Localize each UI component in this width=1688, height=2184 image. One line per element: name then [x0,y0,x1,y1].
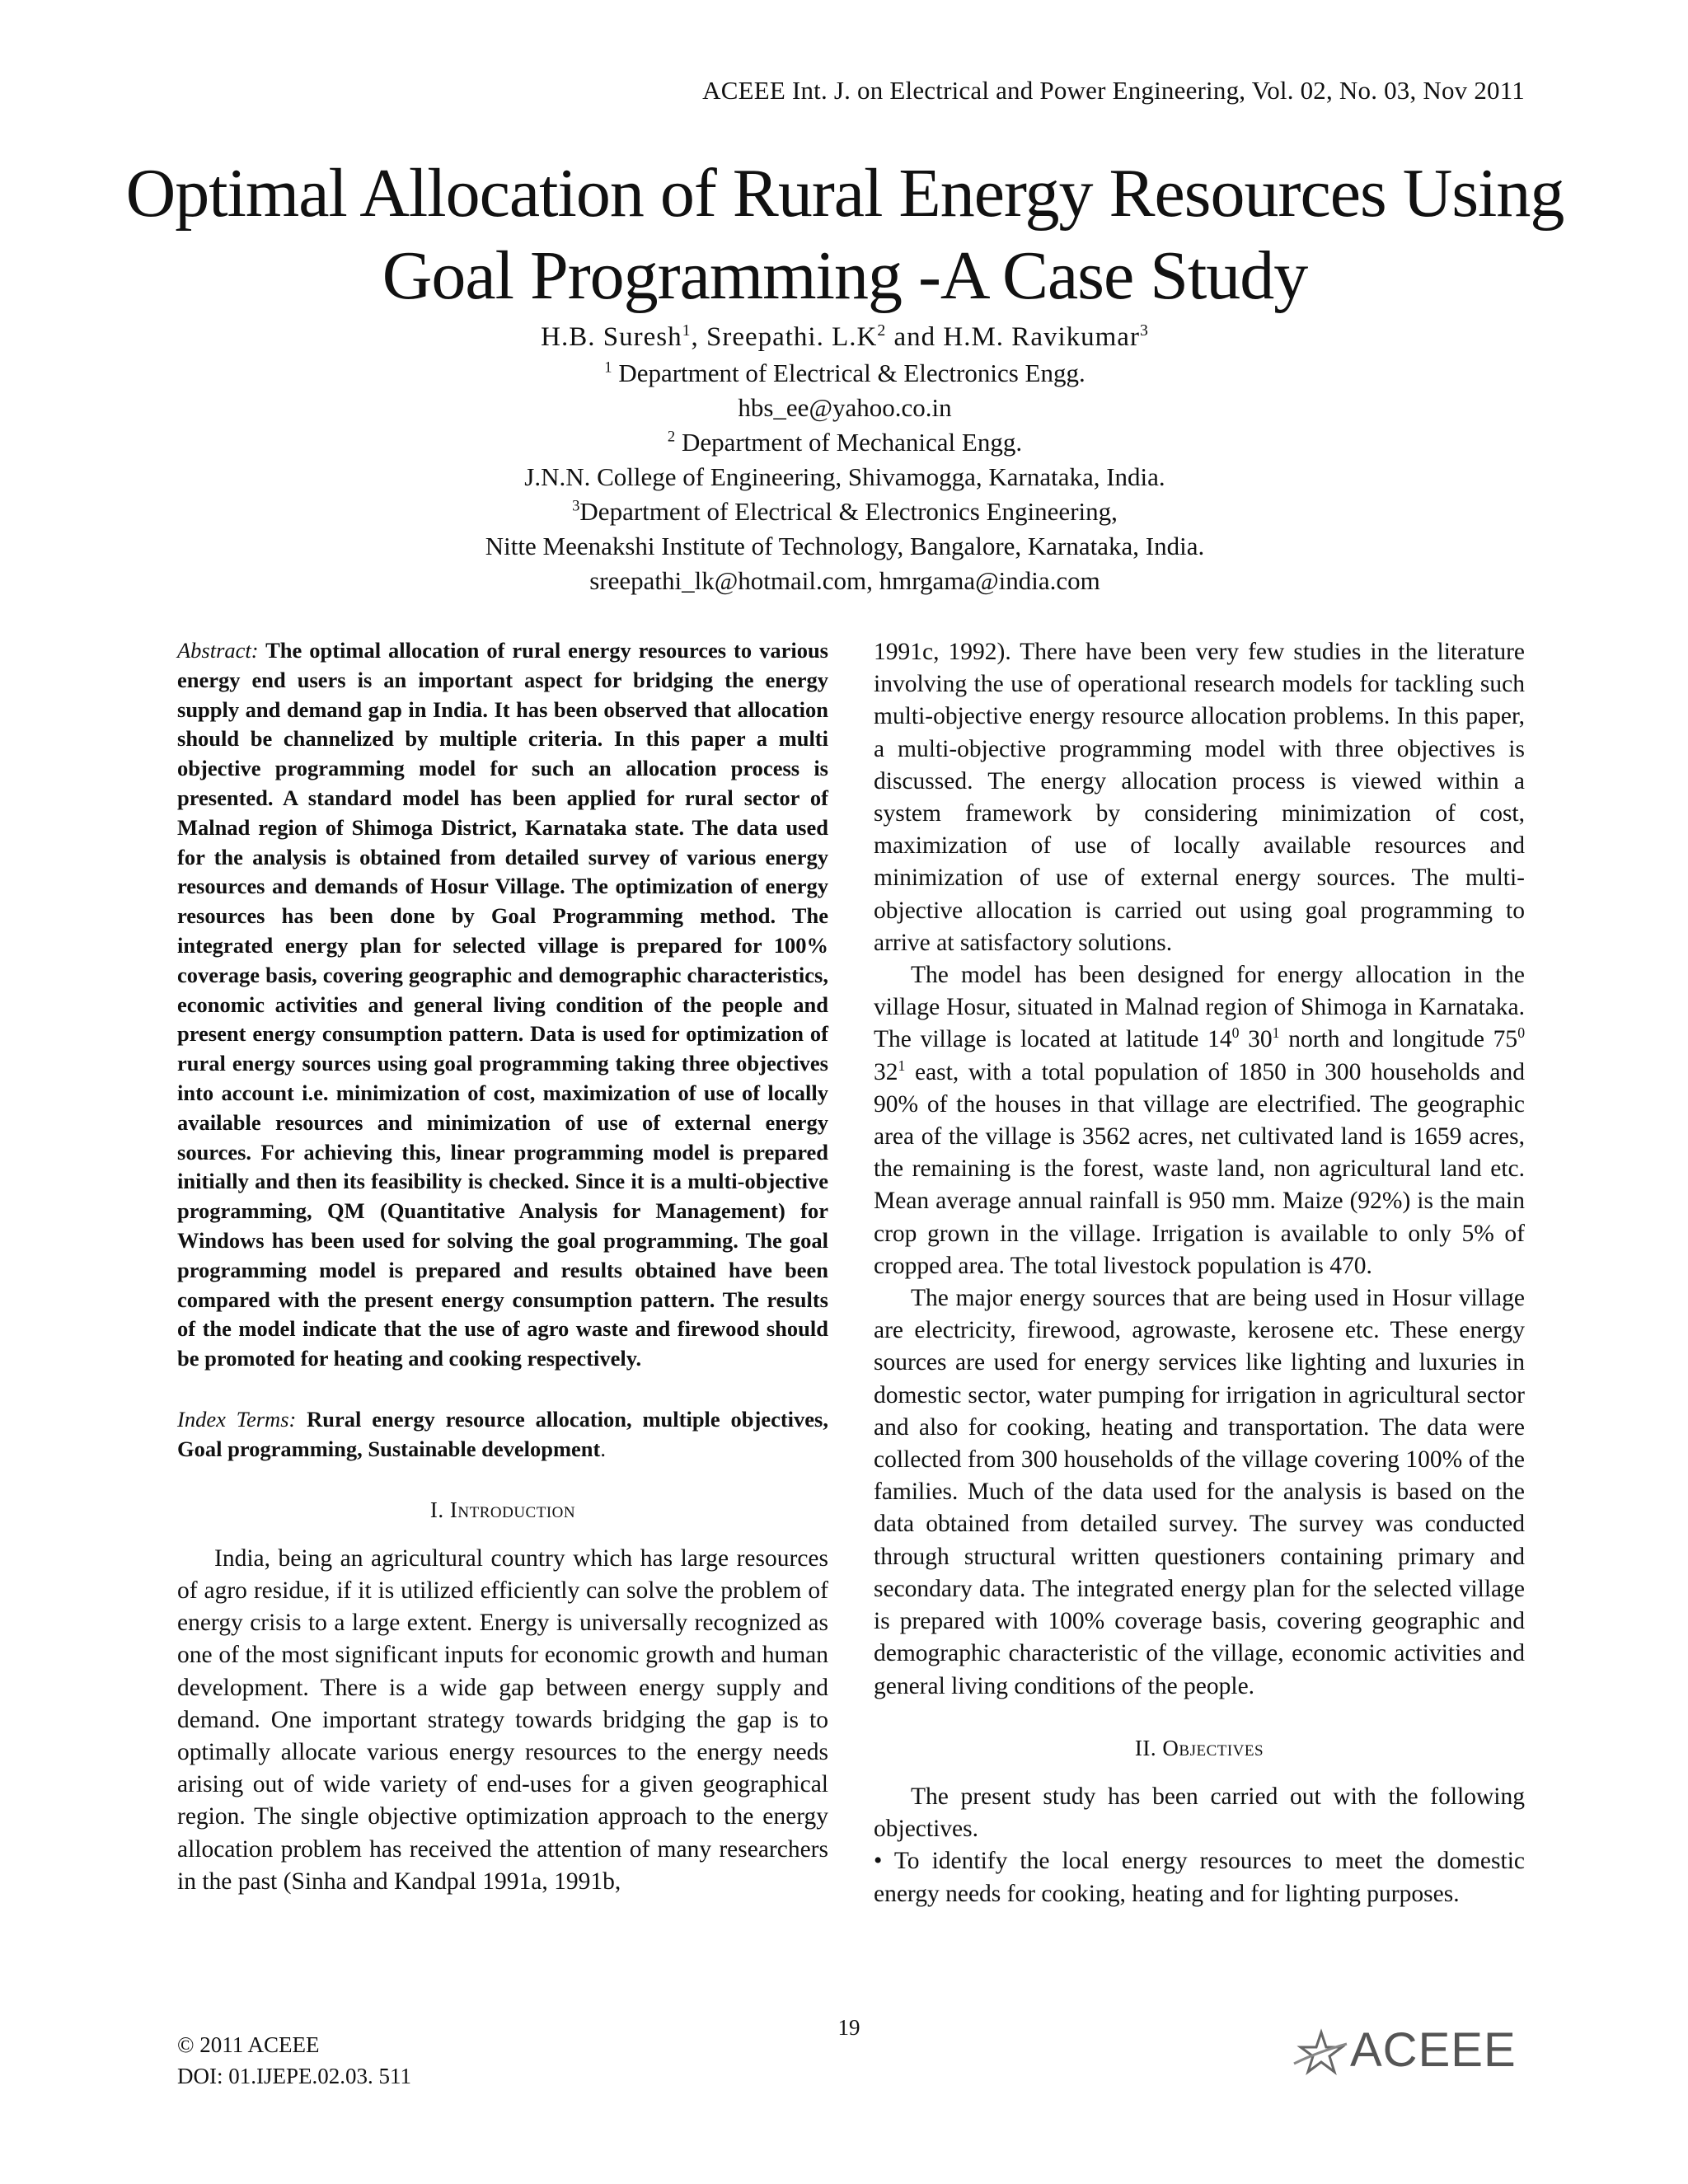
title-line-2: Goal Programming -A Case Study [382,237,1308,314]
index-terms [177,1405,828,1465]
affiliation-3-institution: Nitte Meenakshi Institute of Technology, Bangalore, Karnataka, India. [485,532,1205,560]
village-text-b: 30 [1239,1026,1273,1053]
affiliation-2-marker: 2 [667,428,676,446]
right-column [874,636,1525,1910]
affiliation-1 [124,356,1566,391]
affiliation-3 [124,494,1566,529]
paragraph-energy-sources: The major energy sources that are being used in Hosur village are electricity, firewood, agrowaste, kerosene etc. These energy sources are used for energy services like lighting and luxuries in domestic sector, water pumping for irrigation in agricultural sector and also for cooking, heating and transportation. The data were collected from 300 households of the village covering 100% of the families. Much of the data used for the analysis is based on the data obtained from detailed survey. The survey was conducted through structural written questioners containing primary and secondary data. The integrated energy plan for the selected village is prepared with 100% coverage basis, covering geographic and demographic characteristic of the village, economic activities and general living conditions of the people. [874,1285,1525,1699]
copyright: © 2011 ACEEE [177,2032,320,2057]
affiliation-3-marker: 3 [572,497,580,515]
section-2-numeral: II. [1134,1735,1163,1760]
objective-bullet-1 [874,1845,1525,1910]
degree-marker-2: 0 [1517,1024,1526,1042]
affiliation-2-text: Department of Mechanical Engg. [675,428,1023,457]
minute-marker-1: 1 [1272,1024,1280,1042]
village-text-d: 32 [874,1058,898,1085]
affiliation-2-institution: J.N.N. College of Engineering, Shivamogga, Karnataka, India. [524,462,1165,491]
author-block [124,320,1566,598]
email-1: hbs_ee@yahoo.co.in [738,393,952,422]
abstract [177,636,828,1374]
paragraph-objectives: The present study has been carried out with the following objectives. [874,1783,1525,1843]
author-names [124,320,1566,354]
journal-header: ACEEE Int. J. on Electrical and Power Engineering, Vol. 02, No. 03, Nov 2011 [702,76,1525,105]
degree-marker-1: 0 [1231,1024,1240,1042]
village-text-c: north and longitude 75 [1279,1026,1518,1053]
left-column [177,636,828,1898]
page-number: 19 [837,2015,860,2040]
objective-bullet-1-text: To identify the local energy resources to meet the domestic energy needs for cooking, heating and for lighting purposes. [874,1848,1525,1907]
section-2-title: Objectives [1162,1735,1264,1760]
paper-title [124,152,1566,317]
paragraph-village [874,959,1525,1282]
aceee-logo [1292,2023,1527,2077]
index-terms-period: . [600,1436,606,1461]
affiliation-2 [124,425,1566,460]
paragraph-continued: 1991c, 1992). There have been very few studies in the literature involving the use of operational research models for tackling such multi-objective energy resource allocation problems. In this paper, a multi-objective programming model with three objectives is discussed. The energy allocation process is viewed within a system framework by considering minimization of cost, maximization of use of locally available resources and minimization of use of external energy sources. The multi-objective allocation is carried out using goal programming to arrive at satisfactory solutions. [874,639,1525,956]
author-3: and H.M. Ravikumar [886,322,1140,352]
index-terms-text: Rural energy resource allocation, multiple objectives, Goal programming, Sustainable development [177,1406,828,1461]
index-terms-label: Index Terms: [177,1406,297,1432]
abstract-text: The optimal allocation of rural energy resources to various energy end users is an important aspect for bridging the energy supply and demand gap in India. It has been observed that allocation should be channelized by multiple criteria. In this paper a multi objective programming model for such an allocation process is presented. A standard model has been applied for rural sector of Malnad region of Shimoga District, Karnataka state. The data used for the analysis is obtained from detailed survey of various energy resources and demands of Hosur Village. The optimization of energy resources has been done by Goal Programming method. The integrated energy plan for selected village is prepared for 100% coverage basis, covering geographic and demographic characteristics, economic activities and general living condition of the people and present energy consumption pattern. Data is used for optimization of rural energy sources using goal programming taking three objectives into account i.e. minimization of cost, maximization of use of locally available resources and minimization of use of external energy sources. For achieving this, linear programming model is prepared initially and then its feasibility is checked. Since it is a multi-objective programming, QM (Quantitative Analysis for Management) for Windows has been used for solving the goal programming. The goal programming model is prepared and results obtained have been compared with the present energy consumption pattern. The results of the model indicate that the use of agro waste and firewood should be promoted for heating and cooking respectively. [177,638,828,1371]
logo-text: ACEEE [1350,2023,1517,2077]
author-2: , Sreepathi. L.K [691,322,878,352]
author-2-marker: 2 [877,321,887,340]
village-text-e: east, with a total population of 1850 in 300 households and 90% of the houses in that village are electrified. The geographic area of the village is 3562 acres, net cultivated land is 1659 acres, the remaining is the forest, waste land, non agricultural land etc. Mean average annual rainfall is 950 mm. Maize (92%) is the main crop grown in the village. Irrigation is available to only 5% of cropped area. The total livestock population is 470. [874,1058,1525,1279]
bullet-icon: • [874,1848,883,1875]
title-line-1: Optimal Allocation of Rural Energy Resources Using [125,155,1564,232]
author-1-marker: 1 [682,321,692,340]
abstract-label: Abstract: [177,638,259,663]
village-text-a: The model has been designed for energy allocation in the village Hosur, situated in Malnad region of Shimoga in Karnataka. The village is located at latitude 14 [874,962,1525,1053]
author-1: H.B. Suresh [541,322,682,352]
author-3-marker: 3 [1139,321,1149,340]
section-heading-objectives [874,1732,1525,1765]
section-1-title: Introduction [449,1497,576,1522]
section-1-numeral: I. [429,1497,450,1522]
email-2: sreepathi_lk@hotmail.com, hmrgama@india.com [589,566,1100,595]
introduction-paragraph: India, being an agricultural country which has large resources of agro residue, if it is utilized efficiently can solve the problem of energy crisis to a large extent. Energy is universally recognized as one of the most significant inputs for economic growth and human development. There is a wide gap between energy supply and demand. One important strategy towards bridging the gap is to optimally allocate various energy resources to the energy needs arising out of wide variety of end-uses for a given geographical region. The single objective optimization approach to the energy allocation problem has received the attention of many researchers in the past (Sinha and Kandpal 1991a, 1991b, [177,1544,828,1895]
footer-left [177,2029,411,2092]
star-swoosh-icon [1292,2027,1350,2077]
affiliation-3-text: Department of Electrical & Electronics Engineering, [579,497,1118,526]
doi: DOI: 01.IJEPE.02.03. 511 [177,2064,411,2088]
affiliation-1-marker: 1 [604,359,612,377]
section-heading-introduction [177,1494,828,1526]
affiliation-1-text: Department of Electrical & Electronics Engg. [612,359,1085,387]
minute-marker-2: 1 [898,1057,906,1074]
